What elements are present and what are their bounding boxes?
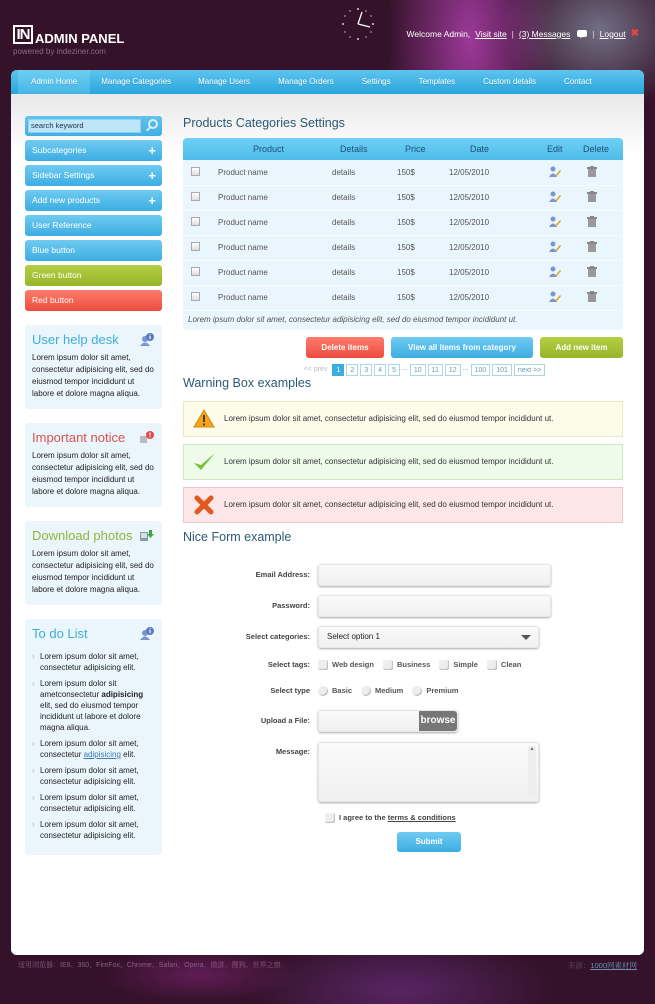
edit-user-icon[interactable]	[549, 291, 561, 302]
view-all-items-button[interactable]: View all items from category	[391, 337, 533, 358]
message-bubble-icon	[577, 30, 587, 37]
page-container	[11, 70, 644, 955]
main-nav	[11, 70, 644, 94]
table-row	[183, 285, 623, 310]
product-name: Product name	[218, 285, 326, 310]
page-101[interactable]: 101	[492, 364, 512, 376]
col-check	[183, 138, 218, 160]
plus-icon: +	[148, 168, 156, 183]
type-medium: Medium	[375, 686, 404, 695]
success-text: Lorem ipsum dolor sit amet, consectetur adipisicing elit, sed do eiusmod tempor incididunt ut.	[224, 457, 554, 466]
password-label: Password:	[272, 601, 310, 610]
button-label: Add new products	[32, 195, 101, 205]
main-content	[183, 116, 623, 852]
green-button[interactable]: Green button	[25, 265, 162, 286]
panel-text: Lorem ipsum dolor sit amet, consectetur adipisicing elit, sed do eiusmod tempor incididunt ut labore et dolore magna aliqua.	[32, 549, 154, 594]
panel-title: To do List	[32, 626, 88, 641]
footer-source	[568, 960, 637, 971]
agree-checkbox[interactable]	[325, 813, 335, 823]
button-label: Subcategories	[32, 145, 87, 155]
warning-box	[183, 401, 623, 437]
categories-selected: Select option 1	[327, 631, 380, 641]
type-radio[interactable]	[361, 686, 371, 696]
sidebar-button-subcategories[interactable]	[25, 140, 162, 161]
add-new-item-button[interactable]: Add new item	[540, 337, 623, 358]
form-submit-row	[183, 832, 623, 852]
sidebar-button-add-new-products[interactable]	[25, 190, 162, 211]
col-edit: Edit	[547, 144, 563, 154]
tag-simple: Simple	[453, 660, 478, 669]
search-icon[interactable]	[148, 119, 158, 129]
form-row-message	[183, 742, 623, 802]
trash-icon[interactable]	[587, 241, 597, 252]
form-row-agree	[183, 813, 623, 823]
separator: |	[592, 28, 595, 39]
product-date: 12/05/2010	[449, 285, 539, 310]
type-basic: Basic	[332, 686, 353, 695]
sidebar-button-sidebar-settings[interactable]	[25, 165, 162, 186]
todo-text: elit, sed do eiusmod tempor incididunt ut labore et dolore magna aliqua.	[40, 701, 141, 732]
type-premium: Premium	[426, 686, 459, 695]
product-date: 12/05/2010	[449, 260, 539, 285]
page-10[interactable]: 10	[410, 364, 426, 376]
logo-mark: IN	[13, 25, 33, 44]
product-price: 150$	[394, 160, 449, 185]
nav-contact[interactable]: Contact	[564, 77, 592, 86]
welcome-text: Welcome Admin,	[406, 28, 471, 39]
message-textarea[interactable]	[318, 742, 539, 802]
product-date: 12/05/2010	[449, 185, 539, 210]
form-row-password	[183, 595, 623, 617]
col-price: Price	[405, 144, 426, 154]
close-x-icon[interactable]: ✖	[630, 28, 639, 39]
row-checkbox[interactable]	[191, 242, 200, 251]
nav-settings[interactable]: Settings	[361, 77, 391, 86]
product-price: 150$	[394, 285, 449, 310]
user-info-icon	[140, 333, 154, 346]
sidebar	[25, 116, 162, 855]
product-date: 12/05/2010	[449, 160, 539, 185]
product-price: 150$	[394, 235, 449, 260]
row-checkbox[interactable]	[191, 167, 200, 176]
edit-user-icon[interactable]	[549, 266, 561, 277]
panel-text: Lorem ipsum dolor sit amet, consectetur adipisicing elit, sed do eiusmod tempor incididunt ut labore et dolore magna aliqua.	[32, 451, 154, 496]
terms-link[interactable]: terms & conditions	[387, 813, 456, 822]
product-details: details	[326, 235, 394, 260]
upload-field[interactable]	[318, 710, 458, 732]
form-row-tags	[183, 660, 623, 670]
pagination	[223, 364, 623, 376]
sidebar-button-user-reference[interactable]: User Reference	[25, 215, 162, 236]
nav-admin-home[interactable]: Admin Home	[18, 70, 90, 94]
tag-checkbox[interactable]	[318, 660, 328, 670]
source-label: 来源：	[567, 961, 591, 970]
panel-title: Important notice	[32, 430, 126, 445]
warning-triangle-icon	[184, 409, 224, 428]
page-100[interactable]: 100	[471, 364, 491, 376]
product-details: details	[326, 260, 394, 285]
content-area	[11, 94, 644, 955]
todo-item: › Lorem ipsum dolor sit amet, consectetur adipisicing elit.	[32, 792, 155, 814]
panel-title: Download photos	[32, 528, 133, 543]
page-3[interactable]: 3	[360, 364, 372, 376]
table-row	[183, 210, 623, 235]
todo-item	[32, 678, 155, 733]
email-label: Email Address:	[255, 570, 310, 579]
search-input[interactable]: search keyword	[28, 119, 141, 133]
chevron-down-icon	[521, 635, 531, 640]
logo-title: ADMIN PANEL	[35, 31, 125, 46]
row-checkbox[interactable]	[191, 292, 200, 301]
logout-link[interactable]: Logout	[599, 28, 626, 39]
todo-text: elit.	[120, 750, 136, 759]
form-row-upload	[183, 710, 623, 732]
trash-icon[interactable]	[587, 191, 597, 202]
todo-item: › Lorem ipsum dolor sit amet, consectetur adipisicing elit.	[32, 651, 155, 673]
page-11[interactable]: 11	[428, 364, 443, 376]
todo-list	[32, 651, 155, 841]
success-box	[183, 444, 623, 480]
tags-label: Select tags:	[267, 660, 310, 669]
textarea-scrollbar[interactable]: ▲	[528, 746, 536, 798]
product-name: Product name	[218, 185, 326, 210]
product-details: details	[326, 210, 394, 235]
submit-button[interactable]: Submit	[397, 832, 461, 852]
nav-manage-users[interactable]: Manage Users	[198, 77, 251, 86]
type-label: Select type	[270, 686, 310, 695]
panel-todo-list	[25, 619, 162, 855]
todo-text: Lorem ipsum dolor sit amet, consectetur	[40, 739, 139, 759]
panel-user-help-desk	[25, 325, 162, 409]
products-table-wrap	[183, 138, 623, 330]
source-link[interactable]: 1000网素材网	[590, 961, 637, 970]
tag-business: Business	[396, 660, 431, 669]
password-field[interactable]	[318, 595, 551, 617]
nice-form	[183, 564, 623, 852]
type-radio[interactable]	[318, 686, 328, 696]
edit-user-icon[interactable]	[549, 191, 561, 202]
pagination-next[interactable]: next >>	[514, 364, 545, 376]
panel-download-photos	[25, 521, 162, 605]
page-1[interactable]: 1	[332, 364, 344, 376]
todo-link[interactable]: adipisicing	[83, 750, 121, 759]
nav-custom-details[interactable]: Custom details	[483, 77, 536, 86]
table-row	[183, 260, 623, 285]
nav-manage-categories[interactable]: Manage Categories	[101, 77, 172, 86]
logo-subtitle: powered by indeziner.com	[13, 47, 106, 56]
table-actions	[183, 337, 623, 358]
table-row	[183, 185, 623, 210]
product-date: 12/05/2010	[449, 210, 539, 235]
email-field[interactable]	[318, 564, 551, 586]
download-photo-icon	[140, 529, 154, 542]
product-name: Product name	[218, 210, 326, 235]
col-date: Date	[470, 144, 490, 154]
table-row	[183, 235, 623, 260]
logo[interactable]	[13, 25, 124, 56]
delete-items-button[interactable]: Delete items	[306, 337, 384, 358]
plus-icon: +	[148, 143, 156, 158]
todo-item: › Lorem ipsum dolor sit amet, consectetur adipisicing elit.	[32, 765, 155, 787]
row-checkbox[interactable]	[191, 192, 200, 201]
product-details: details	[326, 285, 394, 310]
tag-checkbox[interactable]	[487, 660, 497, 670]
messages-link[interactable]: (3) Messages	[518, 28, 571, 39]
page-4[interactable]: 4	[374, 364, 386, 376]
search-box	[25, 116, 162, 136]
page-5[interactable]: 5	[388, 364, 400, 376]
page-title: Products Categories Settings	[183, 116, 345, 130]
separator: |	[511, 28, 514, 39]
top-user-bar	[407, 28, 639, 39]
nav-templates[interactable]: Templates	[418, 77, 456, 86]
warning-text: Lorem ipsum dolor sit amet, consectetur adipisicing elit, sed do eiusmod tempor incididunt ut.	[224, 414, 554, 423]
pagination-prev[interactable]: << prev	[303, 365, 328, 373]
type-radio[interactable]	[412, 686, 422, 696]
browse-button[interactable]: browse	[419, 711, 457, 731]
red-button[interactable]: Red button	[25, 290, 162, 311]
tag-clean: Clean	[500, 660, 522, 669]
page-2[interactable]: 2	[346, 364, 358, 376]
product-details: details	[326, 160, 394, 185]
upload-label: Upload a File:	[260, 716, 310, 725]
table-note: Lorem ipsum dolor sit amet, consectetur adipisicing elit, sed do eiusmod tempor incididunt ut.	[188, 314, 518, 324]
blue-button[interactable]: Blue button	[25, 240, 162, 261]
todo-bold: adipisicing	[101, 690, 144, 699]
table-header	[183, 138, 623, 160]
categories-label: Select categories:	[245, 632, 310, 641]
pagination-ellipsis: ...	[462, 364, 469, 372]
col-details: Details	[340, 144, 368, 154]
form-row-categories	[183, 626, 623, 648]
form-row-email	[183, 564, 623, 586]
edit-user-icon[interactable]	[549, 241, 561, 252]
warnings-title: Warning Box examples	[183, 375, 312, 390]
product-name: Product name	[218, 160, 326, 185]
product-price: 150$	[394, 260, 449, 285]
checkmark-icon	[184, 452, 224, 472]
clock-icon	[340, 6, 376, 42]
visit-site-link[interactable]: Visit site	[475, 28, 507, 39]
tag-checkbox[interactable]	[439, 660, 449, 670]
agree-text	[339, 813, 456, 822]
panel-text: Lorem ipsum dolor sit amet, consectetur adipisicing elit, sed do eiusmod tempor incididunt ut labore et dolore magna aliqua.	[32, 353, 154, 398]
products-table	[183, 138, 623, 311]
trash-icon[interactable]	[587, 266, 597, 277]
todo-text: Lorem ipsum dolor sit ametconsectetur	[40, 679, 117, 699]
button-label: Sidebar Settings	[32, 170, 95, 180]
todo-item: › Lorem ipsum dolor sit amet, consectetur adipisicing elit.	[32, 819, 155, 841]
todo-item	[32, 738, 155, 760]
user-info-icon	[140, 627, 154, 640]
col-delete: Delete	[583, 144, 610, 154]
error-box	[183, 487, 623, 523]
trash-icon[interactable]	[587, 216, 597, 227]
form-title: Nice Form example	[183, 529, 292, 544]
edit-user-icon[interactable]	[549, 166, 561, 177]
product-price: 150$	[394, 210, 449, 235]
table-row	[183, 160, 623, 185]
categories-select[interactable]	[318, 626, 539, 648]
trash-icon[interactable]	[587, 166, 597, 177]
footer-browsers: 适用浏览器：IE8、360、FireFox、Chrome、Safari、Opera、傲游、搜狗、世界之窗.	[18, 962, 283, 969]
product-name: Product name	[218, 235, 326, 260]
tag-web-design: Web design	[332, 660, 374, 669]
tag-checkbox[interactable]	[383, 660, 393, 670]
pagination-ellipsis: ...	[401, 364, 408, 372]
edit-user-icon[interactable]	[549, 216, 561, 227]
agree-pre: I agree to the	[339, 813, 388, 822]
error-x-icon	[184, 495, 224, 515]
message-label: Message:	[275, 746, 310, 756]
product-details: details	[326, 185, 394, 210]
product-name: Product name	[218, 260, 326, 285]
form-row-type	[183, 686, 623, 696]
plus-icon: +	[148, 193, 156, 208]
error-text: Lorem ipsum dolor sit amet, consectetur adipisicing elit, sed do eiusmod tempor incididunt ut.	[224, 500, 554, 509]
nav-manage-orders[interactable]: Manage Orders	[278, 77, 334, 86]
row-checkbox[interactable]	[191, 217, 200, 226]
product-price: 150$	[394, 185, 449, 210]
panel-important-notice	[25, 423, 162, 507]
trash-icon[interactable]	[587, 291, 597, 302]
page-12[interactable]: 12	[445, 364, 461, 376]
col-product: Product	[253, 144, 285, 154]
product-date: 12/05/2010	[449, 235, 539, 260]
alert-notice-icon	[140, 431, 154, 444]
panel-title: User help desk	[32, 332, 119, 347]
row-checkbox[interactable]	[191, 267, 200, 276]
